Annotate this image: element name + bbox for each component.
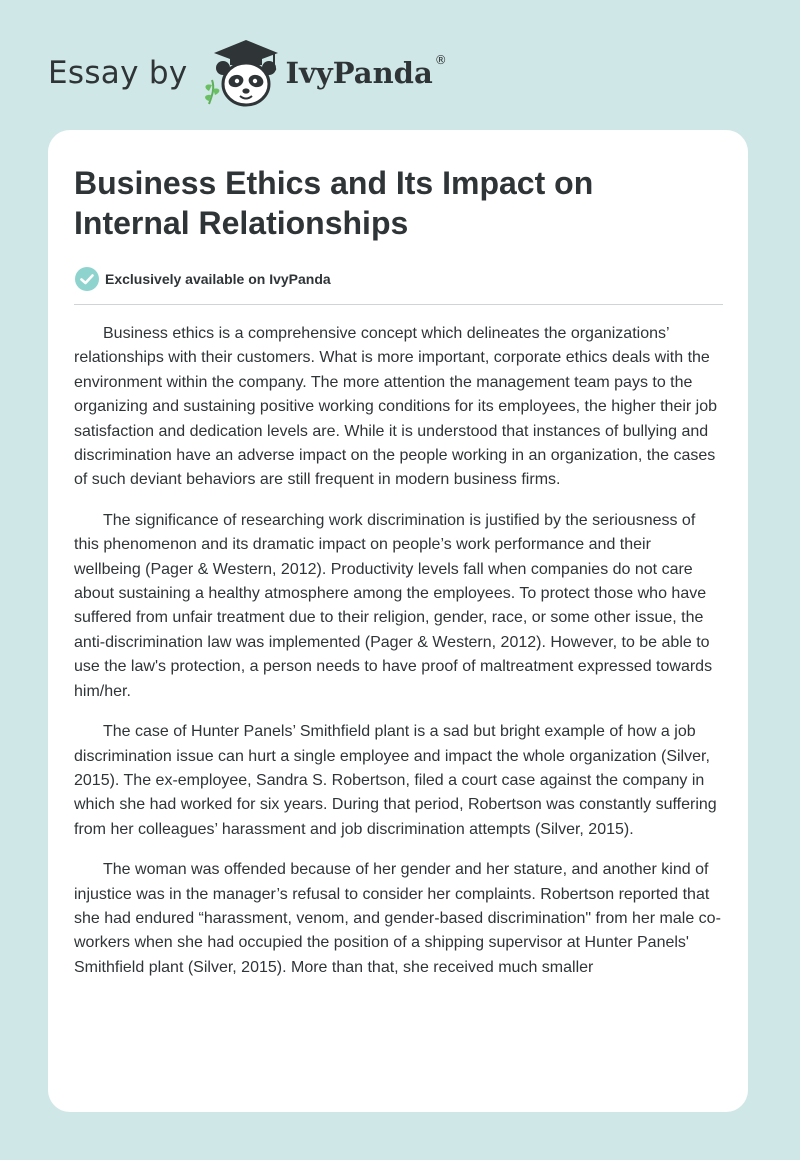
panda-graduate-logo-icon[interactable]	[202, 36, 284, 110]
divider	[74, 304, 723, 305]
page-title: Business Ethics and Its Impact on Internal Relationships	[74, 165, 594, 241]
ivypanda-brand-name[interactable]: IvyPanda	[285, 56, 433, 90]
paragraph: The woman was offended because of her gender and her stature, and another kind of injustice was in the manager’s refusal to consider her complaints. Robertson reported that she had endured “harassment, venom, and gender-based discrimination" from her male co-workers when she had occupied the position of a shipping supervisor at Hunter Panels' Smithfield plant (Silver, 2015). More than that, she received much smaller	[74, 861, 721, 976]
essay-by-label: Essay by	[48, 55, 188, 91]
check-circle-icon	[74, 266, 100, 292]
registered-mark: ®	[434, 53, 447, 67]
exclusive-badge	[74, 266, 722, 292]
site-header	[48, 36, 447, 110]
exclusive-label: Exclusively available on IvyPanda	[105, 271, 331, 287]
essay-body	[74, 322, 722, 980]
paragraph: The case of Hunter Panels’ Smithfield plant is a sad but bright example of how a job discrimination issue can hurt a single employee and impact the whole organization (Silver, 2015). The ex-employee, Sandra S. Robertson, filed a court case against the company in which she had worked for six years. During that period, Robertson was constantly suffering from her colleagues’ harassment and job discrimination attempts (Silver, 2015).	[74, 723, 717, 838]
paragraph: Business ethics is a comprehensive concept which delineates the organizations’ relationships with their customers. What is more important, corporate ethics deals with the environment within the company. The more attention the management team pays to the organizing and sustaining positive working conditions for its employees, the higher their job satisfaction and dedication levels are. While it is understood that instances of bullying and discrimination have an adverse impact on the people working in an organization, the cases of such deviant behaviors are still frequent in modern business firms.	[74, 325, 718, 489]
essay-card	[48, 130, 748, 1112]
paragraph: The significance of researching work discrimination is justified by the seriousness of this phenomenon and its dramatic impact on people’s work performance and their wellbeing (Pager & Western, 2012). Productivity levels fall when companies do not care about sustaining a healthy atmosphere among the employees. To protect those who have suffered from unfair treatment due to their religion, gender, race, or some other issue, the anti-discrimination law was implemented (Pager & Western, 2012). However, to be able to use the law's protection, a person needs to have proof of maltreatment expressed towards him/her.	[74, 511, 713, 700]
